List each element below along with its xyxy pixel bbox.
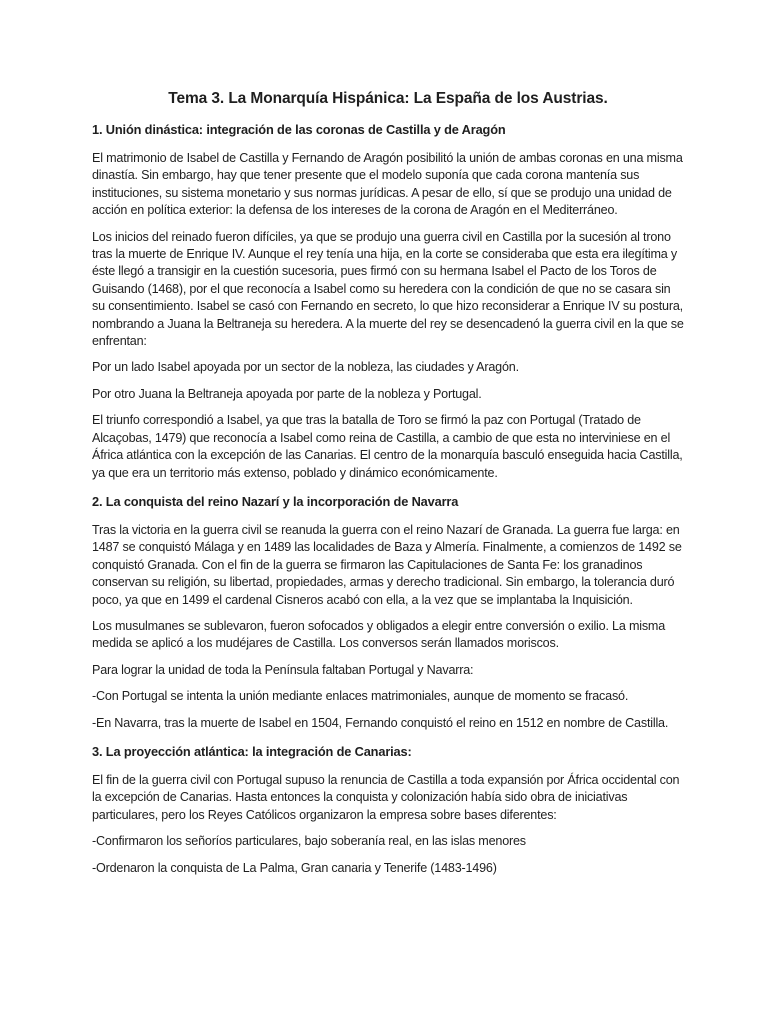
- section-proyeccion-atlantica: [92, 743, 684, 877]
- section-conquista-nazari: [92, 493, 684, 732]
- paragraph: El triunfo correspondió a Isabel, ya que tras la batalla de Toro se firmó la paz con Portugal (Tratado de Alcaçobas, 1479) que reconocía a Isabel como reina de Castilla, a cambio de que esta no interviniese en el África atlántica con la excepción de las Canarias. El centro de la monarquía basculó enseguida hacia Castilla, ya que era un territorio más extenso, poblado y dinámico económicamente.: [92, 413, 683, 480]
- document-title: Tema 3. La Monarquía Hispánica: La España de los Austrias.: [168, 90, 608, 107]
- section-heading: 1. Unión dinástica: integración de las coronas de Castilla y de Aragón: [92, 122, 506, 137]
- paragraph: Para lograr la unidad de toda la Península faltaban Portugal y Navarra:: [92, 662, 474, 677]
- paragraph: -Ordenaron la conquista de La Palma, Gran canaria y Tenerife (1483-1496): [92, 860, 497, 875]
- section-heading: 2. La conquista del reino Nazarí y la incorporación de Navarra: [92, 493, 459, 509]
- paragraph: -En Navarra, tras la muerte de Isabel en 1504, Fernando conquistó el reino en 1512 en nombre de Castilla.: [92, 715, 669, 730]
- section-heading: 3. La proyección atlántica: la integración de Canarias:: [92, 743, 412, 759]
- paragraph: Los inicios del reinado fueron difíciles, ya que se produjo una guerra civil en Castilla por la sucesión al trono tras la muerte de Enrique IV. Aunque el rey tenía una hija, en la corte se consideraba que esta era ilegítima y éste llegó a transigir en la cuestión sucesoria, pues firmó con su hermana Isabel el Pacto de los Toros de Guisando (1468), por el que reconocía a Isabel como su heredera con la condición de que no se casara sin su consentimiento. Isabel se casó con Fernando en secreto, lo que hizo reconsiderar a Enrique IV su postura, nombrando a Juana la Beltraneja su heredera. A la muerte del rey se desencadenó la guerra civil en la que se enfrentan:: [92, 229, 684, 349]
- document-page: [92, 90, 684, 886]
- section-union-dinastica: [92, 121, 684, 482]
- paragraph: El fin de la guerra civil con Portugal supuso la renuncia de Castilla a toda expansión por África occidental con la excepción de Canarias. Hasta entonces la conquista y colonización había sido obra de iniciativas particulares, pero los Reyes Católicos organizaron la empresa sobre bases diferentes:: [92, 772, 680, 822]
- paragraph: -Confirmaron los señoríos particulares, bajo soberanía real, en las islas menores: [92, 834, 526, 849]
- paragraph: -Con Portugal se intenta la unión mediante enlaces matrimoniales, aunque de momento se fracasó.: [92, 689, 629, 704]
- paragraph: Tras la victoria en la guerra civil se reanuda la guerra con el reino Nazarí de Granada. La guerra fue larga: en 1487 se conquistó Málaga y en 1489 las localidades de Baza y Almería. Finalmente, a comienzos de 1492 se conquistó Granada. Con el fin de la guerra se firmaron las Capitulaciones de Santa Fe: los granadinos conservan su religión, su libertad, propiedades, armas y derecho tradicional. Sin embargo, la tolerancia duró poco, ya que en 1499 el cardenal Cisneros acabó con ella, a la vez que se implantaba la Inquisición.: [92, 522, 682, 607]
- paragraph: Los musulmanes se sublevaron, fueron sofocados y obligados a elegir entre conversión o exilio. La misma medida se aplicó a los mudéjares de Castilla. Los conversos serán llamados moriscos.: [92, 618, 666, 651]
- paragraph: Por otro Juana la Beltraneja apoyada por parte de la nobleza y Portugal.: [92, 386, 482, 401]
- paragraph: Por un lado Isabel apoyada por un sector de la nobleza, las ciudades y Aragón.: [92, 360, 519, 375]
- paragraph: El matrimonio de Isabel de Castilla y Fernando de Aragón posibilitó la unión de ambas coronas en una misma dinastía. Sin embargo, hay que tener presente que el modelo suponía que cada corona mantenía sus instituciones, su sistema monetario y sus normas jurídicas. A pesar de ello, sí que se produjo una unidad de acción en política exterior: la defensa de los intereses de la corona de Aragón en el Mediterráneo.: [92, 151, 683, 218]
